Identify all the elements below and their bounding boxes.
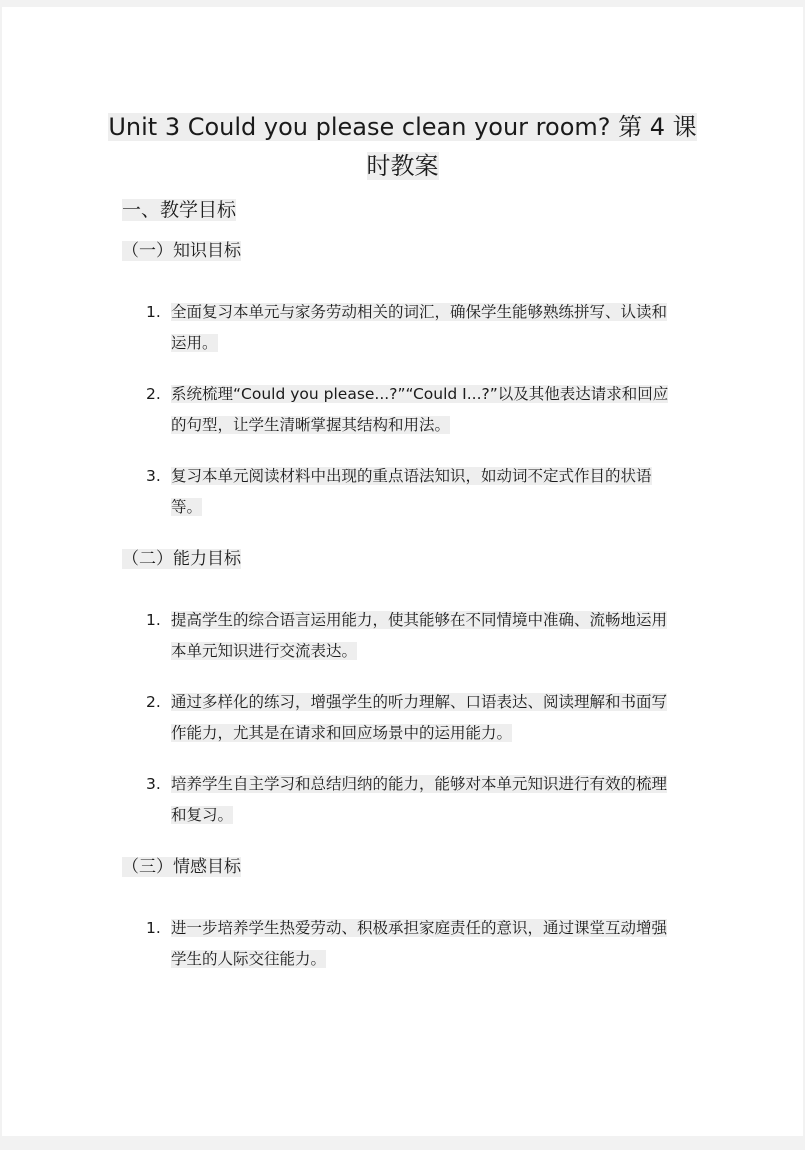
list-item: 1. 全面复习本单元与家务劳动相关的词汇，确保学生能够熟练拼写、认读和运用。 (146, 303, 668, 352)
list-item: 3. 培养学生自主学习和总结归纳的能力，能够对本单元知识进行有效的梳理和复习。 (146, 775, 668, 824)
document-title-line2: 时教案 (366, 152, 439, 180)
document-title-line1: Unit 3 Could you please clean your room? 第 4 课 (108, 113, 697, 141)
section-heading-teaching-objectives: 一、教学目标 (122, 199, 237, 221)
subsection-heading-ability: （二）能力目标 (122, 549, 241, 569)
list-item: 1. 进一步培养学生热爱劳动、积极承担家庭责任的意识，通过课堂互动增强学生的人际交往能力。 (146, 919, 668, 968)
list-item: 2. 系统梳理“Could you please...?”“Could I...?”以及其他表达请求和回应的句型，让学生清晰掌握其结构和用法。 (146, 385, 669, 434)
subsection-heading-emotion: （三）情感目标 (122, 857, 241, 877)
list-item: 1. 提高学生的综合语言运用能力，使其能够在不同情境中准确、流畅地运用本单元知识进行交流表达。 (146, 611, 668, 660)
list-item: 3. 复习本单元阅读材料中出现的重点语法知识，如动词不定式作目的状语等。 (146, 467, 652, 516)
list-item: 2. 通过多样化的练习，增强学生的听力理解、口语表达、阅读理解和书面写作能力，尤其是在请求和回应场景中的运用能力。 (146, 693, 668, 742)
subsection-heading-knowledge: （一）知识目标 (122, 241, 241, 261)
